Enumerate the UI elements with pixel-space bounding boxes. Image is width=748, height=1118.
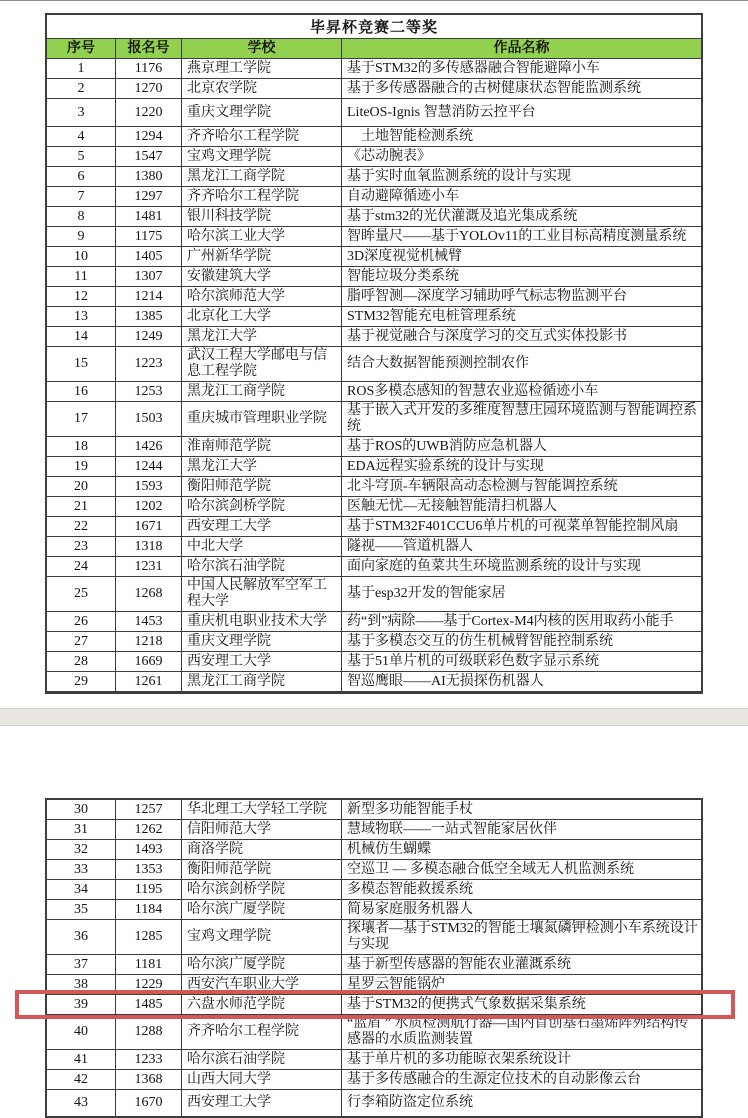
table-row: [47, 59, 701, 79]
cell-work-title: 基于实时血氧监测系统的设计与实现: [347, 168, 571, 184]
cell-serial: 25: [47, 577, 116, 611]
cell-serial: 42: [47, 1070, 116, 1089]
cell-serial: 22: [47, 517, 116, 536]
table-row: [47, 127, 701, 147]
cell-reg-no: 1307: [116, 267, 182, 286]
cell-school: 西安理工大学: [182, 517, 342, 536]
cell-reg-no: 1223: [116, 347, 182, 381]
cell-work-title: 基于STM32的便携式气象数据采集系统: [347, 996, 586, 1012]
table-body-page-1: [47, 59, 701, 692]
cell-work-title: EDA远程实验系统的设计与实现: [347, 458, 544, 474]
table-row: [47, 1070, 701, 1090]
cell-school: 燕京理工学院: [182, 59, 342, 78]
cell-reg-no: 1318: [116, 537, 182, 556]
cell-serial: 9: [47, 227, 116, 246]
cell-work-title: 新型多功能智能手杖: [347, 801, 473, 817]
table-row: [47, 327, 701, 347]
cell-school: 西安理工大学: [182, 1090, 342, 1116]
cell-reg-no: 1233: [116, 1050, 182, 1069]
cell-reg-no: 1481: [116, 207, 182, 226]
cell-work-title: 基于esp32开发的智能家居: [347, 586, 506, 601]
cell-work-title: 医触无忧—无接触智能清扫机器人: [347, 498, 557, 514]
cell-serial: 18: [47, 437, 116, 456]
cell-school: 淮南师范学院: [182, 437, 342, 456]
table-row: [47, 612, 701, 632]
cell-school: 黑龙江工商学院: [182, 167, 342, 186]
cell-school: 商洛学院: [182, 840, 342, 859]
cell-school: 武汉工程大学邮电与信息工程学院: [182, 347, 342, 381]
table-row: [47, 900, 701, 920]
cell-work-title: 基于新型传感器的智能农业灌溉系统: [347, 956, 571, 972]
cell-school: 重庆文理学院: [182, 632, 342, 651]
cell-work-title: 面向家庭的鱼菜共生环境监测系统的设计与实现: [347, 558, 641, 574]
cell-work-title: 隧视——管道机器人: [347, 538, 473, 554]
cell-serial: 32: [47, 840, 116, 859]
cell-school: 黑龙江工商学院: [182, 672, 342, 691]
cell-reg-no: 1485: [116, 995, 182, 1014]
cell-serial: 33: [47, 860, 116, 879]
cell-school: 中国人民解放军空军工程大学: [182, 577, 342, 611]
cell-serial: 8: [47, 207, 116, 226]
cell-work-title: 慧域物联——一站式智能家居伙伴: [347, 821, 557, 837]
table-row: [47, 995, 701, 1015]
cell-serial: 30: [47, 800, 116, 819]
cell-reg-no: 1176: [116, 59, 182, 78]
table-row: [47, 672, 701, 692]
cell-school: 信阳师范大学: [182, 820, 342, 839]
cell-reg-no: 1231: [116, 557, 182, 576]
cell-school: 黑龙江大学: [182, 457, 342, 476]
cell-reg-no: 1249: [116, 327, 182, 346]
cell-reg-no: 1268: [116, 577, 182, 611]
cell-serial: 31: [47, 820, 116, 839]
awards-table-page-1: [45, 13, 703, 694]
cell-work-title: “蓝盾 ” 水质检测航行器—国内首创基石墨烯阵列结构传感器的水质监测装置: [347, 1016, 689, 1047]
cell-reg-no: 1353: [116, 860, 182, 879]
table-row: [47, 167, 701, 187]
cell-school: 齐齐哈尔工程学院: [182, 1015, 342, 1049]
cell-serial: 38: [47, 975, 116, 994]
table-row: [47, 557, 701, 577]
cell-work-title: 智巡鹰眼——AI无损探伤机器人: [347, 673, 544, 689]
cell-serial: 43: [47, 1090, 116, 1116]
table-body-page-2: [47, 800, 701, 1116]
table-row: [47, 652, 701, 672]
table-row: [47, 577, 701, 612]
awards-table-page-2: [45, 798, 703, 1118]
cell-work-title: 结合大数据智能预测控制农作: [347, 356, 529, 371]
cell-work-title: STM32智能充电桩管理系统: [347, 308, 516, 324]
table-row: [47, 247, 701, 267]
cell-school: 黑龙江工商学院: [182, 382, 342, 401]
cell-serial: 37: [47, 955, 116, 974]
table-row: [47, 1015, 701, 1050]
cell-work-title: 3D深度视觉机械臂: [347, 248, 463, 264]
cell-serial: 21: [47, 497, 116, 516]
cell-reg-no: 1175: [116, 227, 182, 246]
cell-work-title: 多模态智能救援系统: [347, 881, 473, 897]
cell-work-title: 《芯动腕表》: [347, 148, 431, 164]
cell-school: 衡阳师范学院: [182, 477, 342, 496]
table-row: [47, 227, 701, 247]
table-row: [47, 437, 701, 457]
cell-serial: 5: [47, 147, 116, 166]
cell-work-title: 星罗云智能锅炉: [347, 976, 445, 992]
cell-school: 重庆机电职业技术大学: [182, 612, 342, 631]
cell-serial: 19: [47, 457, 116, 476]
table-row: [47, 287, 701, 307]
cell-reg-no: 1368: [116, 1070, 182, 1089]
cell-reg-no: 1195: [116, 880, 182, 899]
table-row: [47, 79, 701, 99]
cell-reg-no: 1493: [116, 840, 182, 859]
cell-reg-no: 1547: [116, 147, 182, 166]
cell-serial: 17: [47, 402, 116, 436]
cell-work-title: 基于51单片机的可级联彩色数字显示系统: [347, 653, 599, 669]
page-break: [0, 708, 748, 726]
cell-work-title: LiteOS-Ignis 智慧消防云控平台: [347, 104, 536, 120]
cell-reg-no: 1270: [116, 79, 182, 98]
cell-work-title: 基于视觉融合与深度学习的交互式实体投影书: [347, 328, 627, 344]
cell-school: 六盘水师范学院: [182, 995, 342, 1014]
cell-reg-no: 1453: [116, 612, 182, 631]
cell-work-title: 基于多模态交互的仿生机械臂智能控制系统: [347, 633, 613, 649]
cell-school: 哈尔滨石油学院: [182, 557, 342, 576]
cell-reg-no: 1285: [116, 920, 182, 954]
cell-reg-no: 1670: [116, 1090, 182, 1116]
cell-serial: 3: [47, 99, 116, 126]
column-header-reg-no: 报名号: [116, 39, 182, 58]
cell-school: 北京农学院: [182, 79, 342, 98]
cell-serial: 7: [47, 187, 116, 206]
cell-reg-no: 1214: [116, 287, 182, 306]
cell-school: 黑龙江大学: [182, 327, 342, 346]
cell-school: 哈尔滨广厦学院: [182, 955, 342, 974]
cell-serial: 24: [47, 557, 116, 576]
cell-reg-no: 1181: [116, 955, 182, 974]
cell-serial: 29: [47, 672, 116, 691]
table-row: [47, 267, 701, 287]
cell-work-title: 基于STM32的多传感器融合智能避障小车: [347, 60, 600, 76]
table-row: [47, 537, 701, 557]
cell-work-title: 基于多传感器融合的古树健康状态智能监测系统: [347, 80, 641, 96]
cell-reg-no: 1669: [116, 652, 182, 671]
window-top-edge: [0, 0, 748, 1]
cell-reg-no: 1220: [116, 99, 182, 126]
cell-work-title: 土地智能检测系统: [347, 128, 473, 144]
table-row: [47, 457, 701, 477]
cell-reg-no: 1380: [116, 167, 182, 186]
table-row: [47, 347, 701, 382]
cell-school: 银川科技学院: [182, 207, 342, 226]
cell-serial: 1: [47, 59, 116, 78]
table-row: [47, 497, 701, 517]
table-row: [47, 632, 701, 652]
cell-reg-no: 1297: [116, 187, 182, 206]
table-row: [47, 1090, 701, 1116]
cell-serial: 2: [47, 79, 116, 98]
cell-reg-no: 1593: [116, 477, 182, 496]
cell-serial: 6: [47, 167, 116, 186]
cell-work-title: 药“到”病除——基于Cortex-M4内核的医用取药小能手: [347, 613, 674, 629]
table-row: [47, 820, 701, 840]
table-row: [47, 477, 701, 497]
cell-work-title: 自动避障循迹小车: [347, 188, 459, 204]
cell-school: 哈尔滨广厦学院: [182, 900, 342, 919]
column-header-work-title: 作品名称: [493, 40, 550, 56]
cell-school: 广州新华学院: [182, 247, 342, 266]
cell-serial: 23: [47, 537, 116, 556]
cell-serial: 10: [47, 247, 116, 266]
cell-school: 华北理工大学轻工学院: [182, 800, 342, 819]
column-header-serial: 序号: [47, 39, 116, 58]
cell-reg-no: 1385: [116, 307, 182, 326]
cell-serial: 39: [47, 995, 116, 1014]
cell-school: 哈尔滨石油学院: [182, 1050, 342, 1069]
cell-serial: 26: [47, 612, 116, 631]
cell-reg-no: 1261: [116, 672, 182, 691]
cell-work-title: 基于STM32F401CCU6单片机的可视菜单智能控制风扇: [347, 518, 679, 534]
cell-work-title: 基于多传感融合的生源定位技术的自动影像云台: [347, 1071, 641, 1087]
cell-reg-no: 1503: [116, 402, 182, 436]
cell-reg-no: 1262: [116, 820, 182, 839]
cell-school: 安徽建筑大学: [182, 267, 342, 286]
table-row: [47, 147, 701, 167]
table-row: [47, 99, 701, 127]
cell-work-title: 基于ROS的UWB消防应急机器人: [347, 438, 547, 454]
cell-serial: 27: [47, 632, 116, 651]
cell-work-title: ROS多模态感知的智慧农业巡检循迹小车: [347, 383, 599, 399]
table-row: [47, 800, 701, 820]
cell-work-title: 机械仿生蝴蝶: [347, 841, 431, 857]
table-row: [47, 920, 701, 955]
table-row: [47, 1050, 701, 1070]
cell-school: 哈尔滨师范大学: [182, 287, 342, 306]
cell-school: 哈尔滨工业大学: [182, 227, 342, 246]
cell-reg-no: 1671: [116, 517, 182, 536]
table-row: [47, 382, 701, 402]
cell-serial: 13: [47, 307, 116, 326]
table-row: [47, 860, 701, 880]
column-header-school: 学校: [182, 39, 342, 58]
table-header-row: [47, 39, 701, 59]
cell-work-title: 脂呼智测—深度学习辅助呼气标志物监测平台: [347, 288, 627, 304]
cell-reg-no: 1253: [116, 382, 182, 401]
cell-serial: 40: [47, 1015, 116, 1049]
cell-work-title: 基于单片机的多功能晾衣架系统设计: [347, 1051, 571, 1067]
cell-serial: 35: [47, 900, 116, 919]
table-row: [47, 955, 701, 975]
cell-reg-no: 1244: [116, 457, 182, 476]
table-row: [47, 307, 701, 327]
cell-reg-no: 1257: [116, 800, 182, 819]
cell-serial: 15: [47, 347, 116, 381]
cell-school: 衡阳师范学院: [182, 860, 342, 879]
table-row: [47, 402, 701, 437]
cell-reg-no: 1294: [116, 127, 182, 146]
cell-serial: 20: [47, 477, 116, 496]
cell-serial: 34: [47, 880, 116, 899]
cell-reg-no: 1426: [116, 437, 182, 456]
cell-reg-no: 1202: [116, 497, 182, 516]
cell-serial: 36: [47, 920, 116, 954]
cell-serial: 11: [47, 267, 116, 286]
cell-serial: 28: [47, 652, 116, 671]
cell-work-title: 基于stm32的光伏灌溉及追光集成系统: [347, 208, 578, 224]
cell-work-title: 行李箱防盗定位系统: [347, 1095, 473, 1110]
cell-serial: 12: [47, 287, 116, 306]
cell-work-title: 基于嵌入式开发的多维度智慧庄园环境监测与智能调控系统: [347, 403, 697, 434]
cell-school: 重庆文理学院: [182, 99, 342, 126]
cell-school: 西安汽车职业大学: [182, 975, 342, 994]
cell-school: 宝鸡文理学院: [182, 147, 342, 166]
cell-school: 西安理工大学: [182, 652, 342, 671]
cell-school: 齐齐哈尔工程学院: [182, 127, 342, 146]
cell-reg-no: 1184: [116, 900, 182, 919]
cell-school: 重庆城市管理职业学院: [182, 402, 342, 436]
cell-serial: 16: [47, 382, 116, 401]
table-row: [47, 880, 701, 900]
cell-school: 哈尔滨剑桥学院: [182, 880, 342, 899]
cell-school: 北京化工大学: [182, 307, 342, 326]
cell-work-title: 空巡卫 — 多模态融合低空全域无人机监测系统: [347, 861, 634, 877]
cell-school: 宝鸡文理学院: [182, 920, 342, 954]
cell-work-title: 智能垃圾分类系统: [347, 268, 459, 284]
cell-school: 中北大学: [182, 537, 342, 556]
table-row: [47, 840, 701, 860]
cell-reg-no: 1229: [116, 975, 182, 994]
cell-work-title: 简易家庭服务机器人: [347, 901, 473, 917]
cell-work-title: 探壤者—基于STM32的智能土壤氮磷钾检测小车系统设计与实现: [347, 921, 698, 952]
cell-work-title: 北斗穹顶-车辆限高动态检测与智能调控系统: [347, 478, 618, 494]
table-row: [47, 975, 701, 995]
cell-serial: 14: [47, 327, 116, 346]
cell-reg-no: 1405: [116, 247, 182, 266]
table-row: [47, 517, 701, 537]
cell-school: 哈尔滨剑桥学院: [182, 497, 342, 516]
cell-school: 齐齐哈尔工程学院: [182, 187, 342, 206]
cell-reg-no: 1218: [116, 632, 182, 651]
cell-school: 山西大同大学: [182, 1070, 342, 1089]
cell-work-title: 智眸量尺——基于YOLOv11的工业目标高精度测量系统: [347, 228, 687, 244]
table-row: [47, 187, 701, 207]
table-title: 毕昇杯竞赛二等奖: [47, 15, 701, 39]
table-row: [47, 207, 701, 227]
cell-serial: 41: [47, 1050, 116, 1069]
cell-serial: 4: [47, 127, 116, 146]
cell-reg-no: 1288: [116, 1015, 182, 1049]
